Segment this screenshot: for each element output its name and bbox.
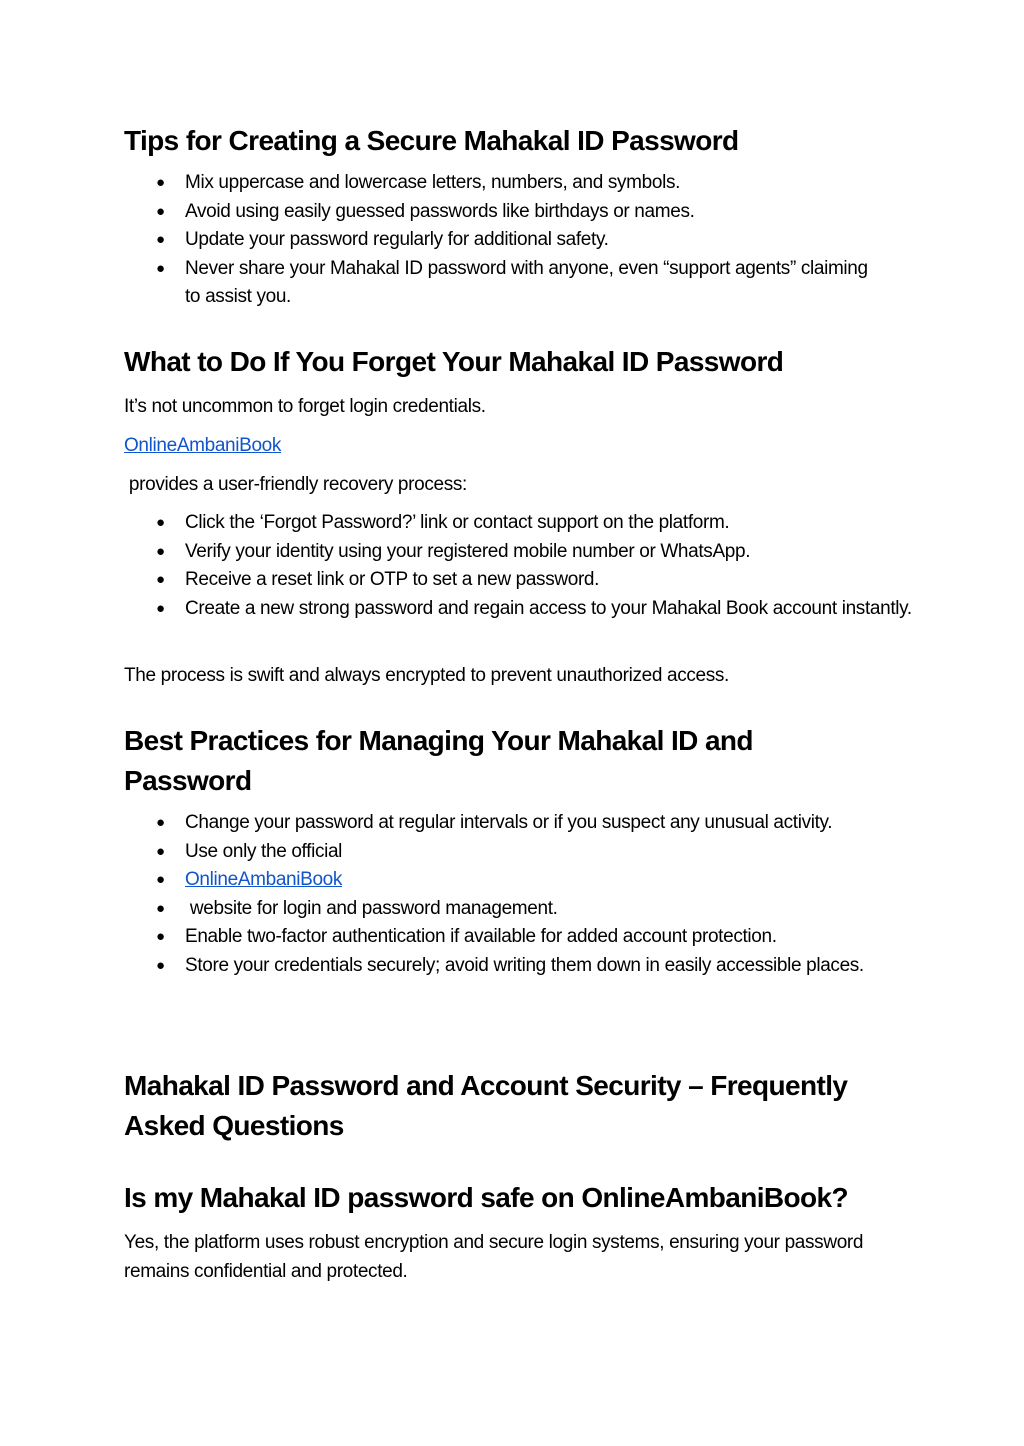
recovery-steps-list [124, 509, 912, 623]
list-item: ● Update your password regularly for additional safety. [124, 226, 904, 255]
list-item: ● Create a new strong password and regain access to your Mahakal Book account instantly. [124, 595, 915, 624]
bullet-icon: ● [156, 514, 165, 531]
list-item: ● Enable two-factor authentication if available for added account protection. [124, 923, 904, 952]
bullet-icon: ● [156, 571, 165, 588]
bullet-icon: ● [156, 202, 165, 220]
list-item: ● Change your password at regular intervals or if you suspect any unusual activity. [124, 809, 885, 838]
onlineambanibook-link[interactable]: OnlineAmbaniBook [185, 869, 343, 890]
heading-forgot-password: What to Do If You Forget Your Mahakal ID Password [124, 346, 784, 377]
list-item: ● Never share your Mahakal ID password with anyone, even “support agents” claiming to assist you. [124, 255, 885, 312]
list-item: ● Mix uppercase and lowercase letters, numbers, and symbols. [124, 169, 904, 198]
list-item: ● Receive a reset link or OTP to set a new password. [124, 566, 904, 595]
bullet-icon: ● [156, 814, 165, 831]
list-item: ● website for login and password management. [124, 895, 904, 924]
list-item: ● Click the ‘Forgot Password?’ link or contact support on the platform. [124, 509, 904, 538]
bullet-icon: ● [156, 899, 165, 917]
heading-tips-secure-password: Tips for Creating a Secure Mahakal ID Password [124, 125, 739, 156]
tips-list [124, 169, 904, 312]
best-practices-list [124, 809, 904, 980]
bullet-icon: ● [156, 231, 165, 248]
bullet-icon: ● [156, 928, 165, 945]
bullet-icon: ● [156, 842, 165, 860]
forgot-outro-text: The process is swift and always encrypted to prevent unauthorized access. [124, 665, 729, 686]
bullet-icon: ● [156, 871, 165, 888]
heading-faq-question-safe: Is my Mahakal ID password safe on OnlineAmbaniBook? [124, 1182, 849, 1213]
onlineambanibook-link[interactable]: OnlineAmbaniBook [124, 435, 282, 456]
forgot-link-paragraph [124, 432, 904, 461]
faq-answer-safe: Yes, the platform uses robust encryption and secure login systems, ensuring your password remains confidential and protected. [124, 1232, 864, 1282]
list-item: ● Avoid using easily guessed passwords like birthdays or names. [124, 198, 904, 227]
heading-best-practices: Best Practices for Managing Your Mahakal ID and Password [124, 725, 753, 796]
bullet-icon: ● [156, 599, 165, 617]
bullet-icon: ● [156, 174, 165, 191]
bullet-icon: ● [156, 259, 165, 277]
list-item: ● Use only the official [124, 838, 904, 867]
bullet-icon: ● [156, 956, 165, 974]
forgot-intro-text: It’s not uncommon to forget login credentials. [124, 396, 486, 417]
bullet-icon: ● [156, 542, 165, 560]
list-item: ● Verify your identity using your registered mobile number or WhatsApp. [124, 538, 904, 567]
forgot-after-link-text: provides a user-friendly recovery process: [124, 474, 467, 495]
list-item: ● Store your credentials securely; avoid writing them down in easily accessible places. [124, 952, 955, 981]
list-item [124, 866, 904, 895]
heading-faq: Mahakal ID Password and Account Security – Frequently Asked Questions [124, 1070, 848, 1141]
